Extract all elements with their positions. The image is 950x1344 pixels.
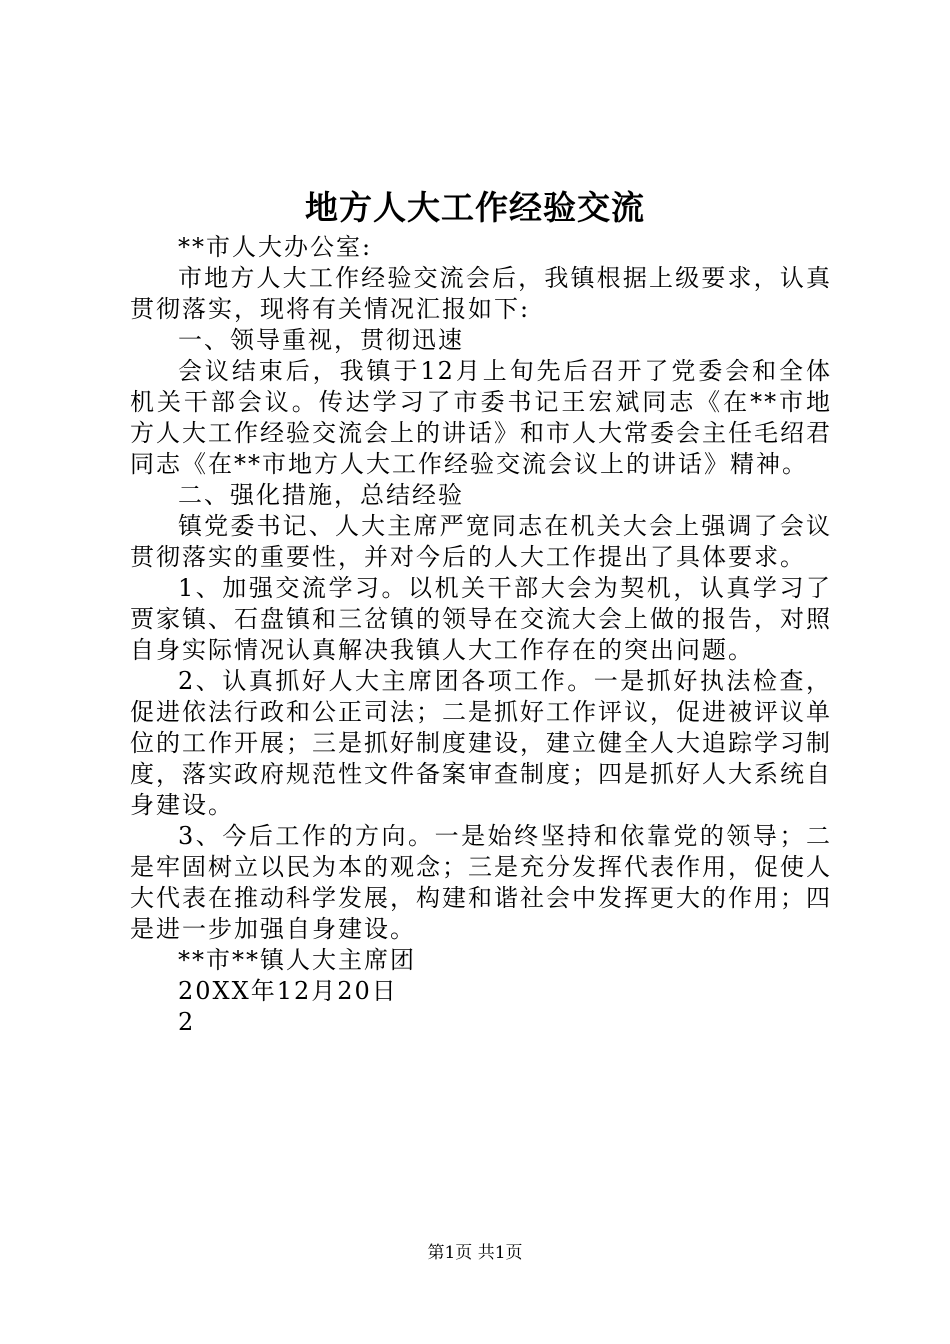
trailing-number: 2	[178, 1008, 196, 1036]
item-3-paragraph: 3、今后工作的方向。一是始终坚持和依靠党的领导；二是牢固树立以民为本的观念；三是充分发挥代表作用，促使人大代表在推动科学发展，构建和谐社会中发挥更大的作用；四是进一步加强自身建设。	[130, 822, 832, 943]
section-heading-2: 二、强化措施，总结经验	[178, 481, 464, 509]
signature-date: 20XX年12月20日	[178, 977, 398, 1005]
page-footer: 第1页 共1页	[427, 1243, 523, 1263]
item-2-paragraph: 2、认真抓好人大主席团各项工作。一是抓好执法检查，促进依法行政和公正司法；二是抓好工作评议，促进被评议单位的工作开展；三是抓好制度建设，建立健全人大追踪学习制度，落实政府规范性文件备案审查制度；四是抓好人大系统自身建设。	[130, 667, 832, 819]
item-1-paragraph: 1、加强交流学习。以机关干部大会为契机，认真学习了贾家镇、石盘镇和三岔镇的领导在交流大会上做的报告，对照自身实际情况认真解决我镇人大工作存在的突出问题。	[130, 574, 832, 664]
document-body	[130, 232, 832, 1038]
section-heading-1: 一、领导重视，贯彻迅速	[178, 326, 464, 354]
section-2-paragraph: 镇党委书记、人大主席严宽同志在机关大会上强调了会议贯彻落实的重要性，并对今后的人大工作提出了具体要求。	[130, 512, 832, 571]
intro-paragraph: 市地方人大工作经验交流会后，我镇根据上级要求，认真贯彻落实，现将有关情况汇报如下:	[130, 264, 832, 323]
section-1-paragraph: 会议结束后，我镇于12月上旬先后召开了党委会和全体机关干部会议。传达学习了市委书记王宏斌同志《在**市地方人大工作经验交流会上的讲话》和市人大常委会主任毛绍君同志《在**市地方人大工作经验交流会议上的讲话》精神。	[130, 357, 832, 478]
document-title: 地方人大工作经验交流	[305, 188, 645, 227]
signature-organization: **市**镇人大主席团	[178, 946, 416, 974]
salutation: **市人大办公室:	[178, 233, 373, 261]
